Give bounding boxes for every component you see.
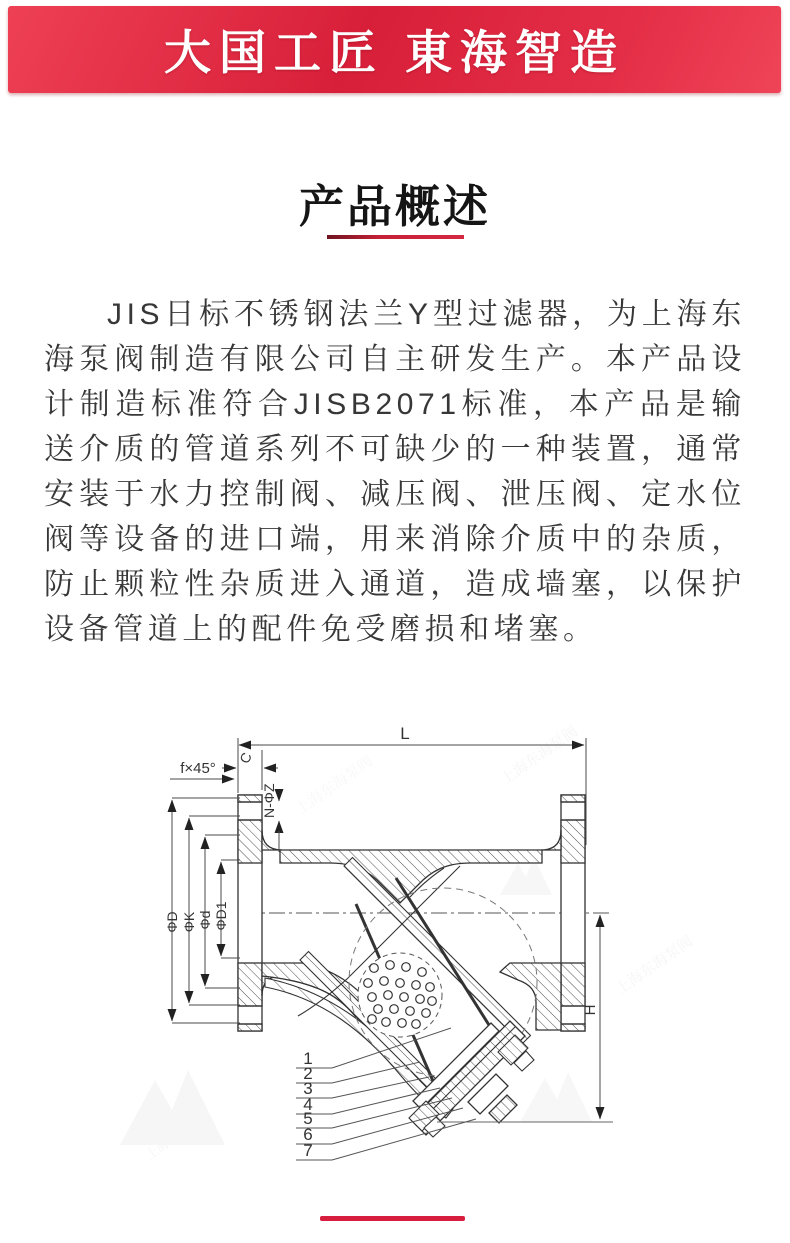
- dim-label-C: C: [236, 749, 255, 766]
- watermark: [120, 723, 696, 1163]
- svg-text:1: 1: [303, 1049, 313, 1068]
- header-banner-text: 大国工匠 東海智造: [163, 26, 626, 79]
- svg-text:3: 3: [303, 1079, 313, 1098]
- svg-text:ΦD: ΦD: [164, 911, 180, 933]
- svg-text:2: 2: [303, 1064, 313, 1083]
- watermark-logo: [520, 1072, 592, 1122]
- svg-text:Φd: Φd: [197, 910, 213, 930]
- footer-accent-bar: [320, 1216, 465, 1221]
- svg-text:上海东海泵阀: 上海东海泵阀: [143, 1109, 211, 1163]
- dim-label-L: L: [400, 724, 410, 743]
- svg-text:ΦD1: ΦD1: [213, 901, 229, 931]
- dim-label-chamfer: f×45°: [180, 760, 216, 777]
- svg-text:上海东海泵阀: 上海东海泵阀: [292, 752, 377, 819]
- dimension-chamfer: [170, 760, 234, 779]
- dim-label-H: H: [582, 1004, 599, 1016]
- svg-text:上海东海泵阀: 上海东海泵阀: [497, 722, 582, 789]
- svg-text:上海东海泵阀: 上海东海泵阀: [612, 932, 697, 999]
- header-banner: [8, 6, 781, 93]
- strainer-body: [238, 795, 585, 1137]
- dimension-bolt-circle: [181, 816, 240, 1005]
- svg-text:4: 4: [303, 1095, 313, 1114]
- svg-text:6: 6: [303, 1125, 313, 1144]
- svg-text:ΦK: ΦK: [181, 911, 197, 933]
- perforated-screen: [358, 953, 442, 1037]
- part-callout-7: [296, 1119, 476, 1160]
- dimension-L: [238, 724, 586, 845]
- product-overview-paragraph: JIS日标不锈钢法兰Y型过滤器，为上海东海泵阀制造有限公司自主研发生产。本产品设计制造标准符合JISB2071标准，本产品是输送介质的管道系列不可缺少的一种装置，通常安装于水力控制阀、减压阀、泄压阀、定水位阀等设备的进口端，用来消除介质中的杂质，防止颗粒性杂质进入通道，造成墙塞，以保护设备管道上的配件免受磨损和堵塞。: [44, 298, 746, 646]
- technical-drawing: [0, 690, 790, 1190]
- dimension-raised-face: [213, 860, 240, 958]
- dimensions: [164, 724, 613, 1122]
- body-top-wall: [280, 850, 542, 903]
- title-underline: [327, 235, 464, 239]
- dim-label-bolt-holes: N-ΦZ: [261, 783, 277, 818]
- page-title: 产品概述: [298, 181, 491, 232]
- svg-text:5: 5: [303, 1109, 313, 1128]
- svg-text:7: 7: [303, 1141, 313, 1160]
